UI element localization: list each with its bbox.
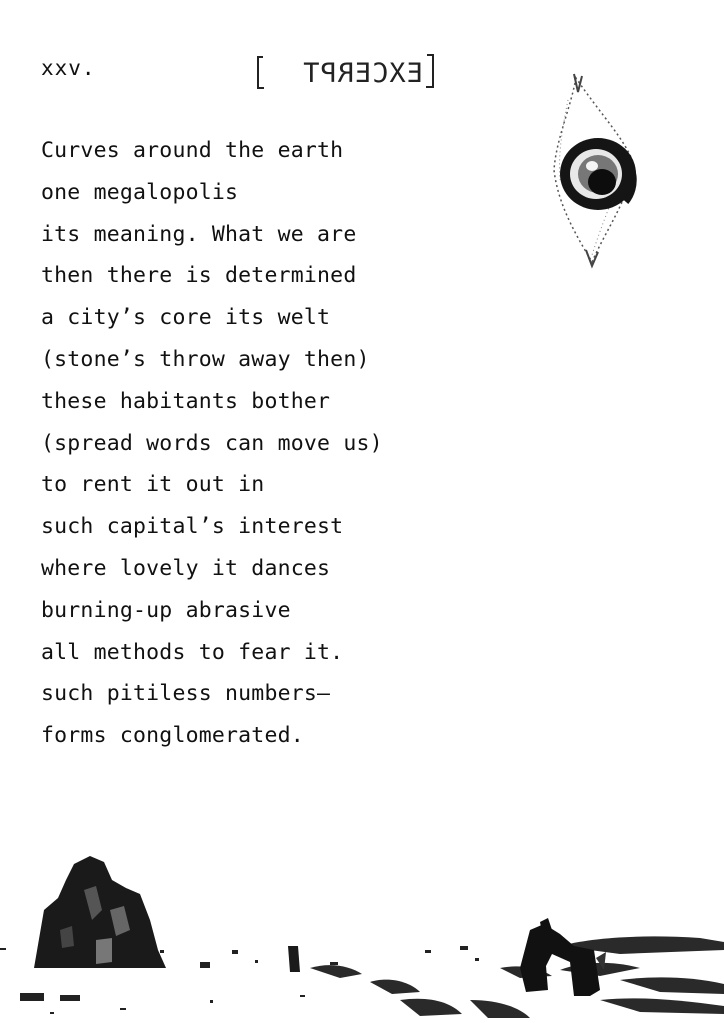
poem-line: to rent it out in [41,472,265,498]
poem-line: these habitants bother [41,388,331,414]
poem-line: burning-up abrasive [41,597,291,623]
poem-line: where lovely it dances [41,555,331,581]
poem-line: Curves around the earth [41,138,344,163]
eye-collage-icon [546,70,646,270]
ruins-landscape-collage [0,850,724,1023]
poem-line: its meaning. What we are [41,221,357,247]
excerpt-stamp-graphic [255,51,437,93]
poem-line: such capital’s interest [41,514,344,540]
poem-line: forms conglomerated. [41,723,304,749]
poem-line: such pitiless numbers— [41,681,331,707]
poem-line: then there is determined [41,263,357,289]
excerpt-stamp [255,51,437,93]
poem-line: (stone’s throw away then) [41,346,370,372]
svg-text:EXCERPT: EXCERPT [302,58,423,89]
poem-number: xxv. [41,56,96,80]
poem-body [41,130,383,757]
poem-line: all methods to fear it. [41,639,344,665]
poem-line: (spread words can move us) [41,430,383,456]
poem-line: one megalopolis [41,179,239,205]
poem-line: a city’s core its welt [41,305,331,331]
